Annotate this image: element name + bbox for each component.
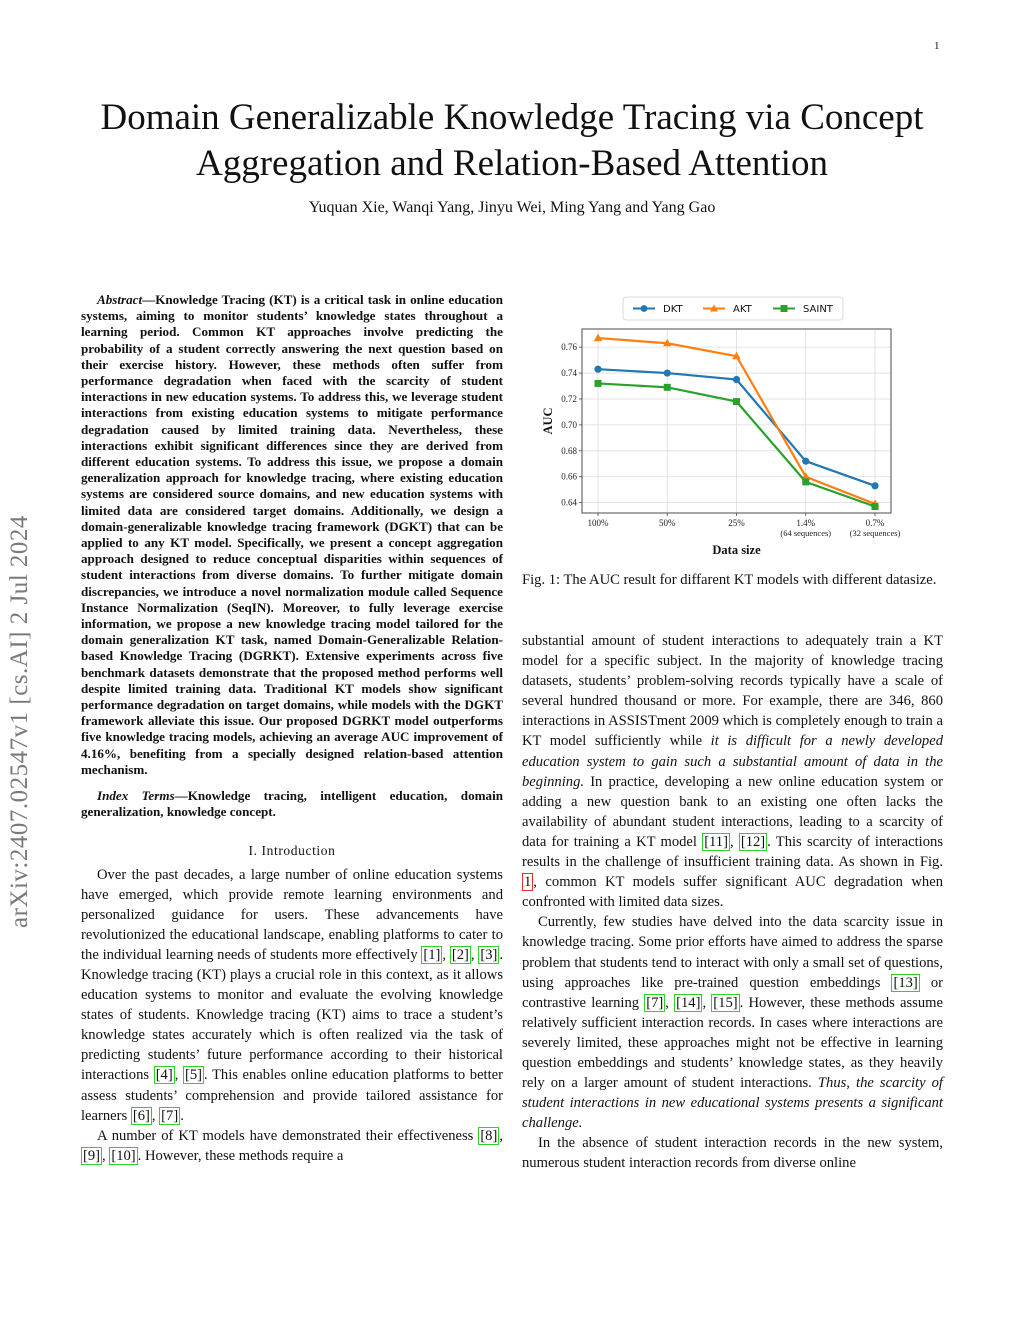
citation-link[interactable]: [15] <box>713 994 738 1011</box>
y-axis-label: AUC <box>541 407 555 435</box>
text-run: Over the past decades, a large number of online education systems have emerged, which provide remote learning environments and personalized guidance for users. These advancements have revolutionized the educational landscape, enabling platforms to cater to the individual learning needs of students more effectively <box>81 866 503 963</box>
text-run: A number of KT models have demonstrated their effectiveness <box>97 1127 479 1144</box>
citation-link[interactable]: [14] <box>676 994 701 1011</box>
text-run: or contrastive learning <box>522 974 943 1011</box>
intro-paragraph-2: A number of KT models have demonstrated their effectiveness [8] , [9] , [10] . However, these methods require a <box>83 1127 503 1164</box>
right-body <box>522 631 943 1174</box>
right-paragraph-1: substantial amount of student interactions to adequately train a KT model for a specific subject. In the majority of knowledge tracing datasets, students’ problem-solving records typically have a scale of several hundred thousand or more. For example, there are 346, 860 interactions in ASSISTment 2009 which is completely enough to train a KT model sufficiently while it is difficult for a newly developed education system to gain such a substantial amount of data in the beginning. In practice, developing a new online education system or adding a new question bank to an existing one often lacks the availability of abundant student interactions, leading to a scarcity of data for training a KT model [11] , [12] . This scarcity of interactions results in the challenge of insufficient training data. As shown in Fig. 1 , common KT models suffer significant AUC degradation when confronted with limited data sizes. <box>522 633 943 911</box>
text-run: , common KT models suffer significant AUC degradation when confronted with limited data sizes. <box>522 874 943 911</box>
citation-link[interactable]: [1] <box>423 946 441 963</box>
figure-link[interactable]: 1 <box>524 874 532 891</box>
index-terms-lead: Index Terms <box>97 788 175 804</box>
citation-link[interactable]: [13] <box>893 974 918 991</box>
text-run: . However, these methods require a <box>137 1147 344 1164</box>
intro-paragraph-1: Over the past decades, a large number of online education systems have emerged, which provide remote learning environments and personalized guidance for users. These advancements have revolutionized the educational landscape, enabling platforms to cater to the individual learning needs of students more effectively [1] , [2] , [3] . Knowledge tracing (KT) plays a crucial role in this context, as it allows education systems to monitor and evaluate the evolving knowledge states of students. Knowledge tracing (KT) aims to trace a student’s knowledge states accurately which is often realized via the task of predicting students’ future performance according to their historical interactions [4] , [5] . This enables online education platforms to better assess students’ comprehension and provide tailored assistance for learners [6] , [7] . <box>81 866 504 1124</box>
citation-link[interactable]: [7] <box>646 994 664 1011</box>
citation-link[interactable]: [11] <box>704 833 728 850</box>
italic-run: it is difficult for a newly developed education system to gain such a substantial amount of data in the beginning. <box>522 733 943 790</box>
text-run: Currently, few studies have delved into the data scarcity issue in knowledge tracing. Some prior efforts have aimed to address the sparse problem that students tend to interact with only a small set of questions, using approaches like pre-trained question embeddings <box>522 914 943 991</box>
data-point-dkt <box>594 366 601 373</box>
text-run: In practice, developing a new online education system or adding a new question bank to an existing one often lacks the availability of abundant student interactions, leading to a scarcity of data for training a KT model <box>522 773 943 850</box>
x-tick-sublabel: (64 sequences) <box>780 528 832 538</box>
citation-link[interactable]: [3] <box>480 946 498 963</box>
legend-marker-dkt <box>641 305 648 312</box>
data-point-saint <box>595 380 602 387</box>
x-axis-label: Data size <box>712 543 761 557</box>
figure-1 <box>522 292 943 560</box>
paper-title: Domain Generalizable Knowledge Tracing via Concept Aggregation and Relation-Based Attention <box>100 97 924 184</box>
citation-link[interactable]: [2] <box>451 946 469 963</box>
x-tick-label: 50% <box>659 518 676 528</box>
legend-marker-saint <box>781 305 788 312</box>
right-column <box>522 292 943 1174</box>
y-tick-label: 0.74 <box>561 368 577 379</box>
citation-link[interactable]: [5] <box>184 1067 202 1084</box>
index-terms-text: —Knowledge tracing, intelligent education, domain generalization, knowledge concept. <box>81 788 503 820</box>
data-point-dkt <box>733 376 740 383</box>
page-number: 1 <box>934 40 940 52</box>
italic-run: Thus, the scarcity of student interactions in new educational systems presents a significant challenge. <box>522 1075 943 1132</box>
citation-link[interactable]: [12] <box>740 833 766 850</box>
y-tick-label: 0.76 <box>561 342 577 353</box>
legend-label-akt: AKT <box>733 304 752 315</box>
legend-label-dkt: DKT <box>663 304 683 315</box>
text-run: . This scarcity of interactions results in the challenge of insufficient training data. As shown in Fig. <box>522 833 943 871</box>
x-tick-label: 25% <box>728 518 745 528</box>
citation-link[interactable]: [7] <box>161 1107 179 1124</box>
y-tick-label: 0.64 <box>561 497 577 508</box>
y-tick-label: 0.66 <box>561 471 577 482</box>
data-point-dkt <box>664 369 671 376</box>
text-run: . Knowledge tracing (KT) plays a crucial role in this context, as it allows education systems to monitor and evaluate the evolving knowledge states of students. Knowledge tracing (KT) aims to trace a student’s knowledge states accurately which is often realized via the task of predicting students’ future performance according to their historical interactions <box>81 946 504 1084</box>
right-paragraph-3: In the absence of student interaction records in the new system, numerous student interaction records from diverse online <box>522 1135 943 1172</box>
data-point-dkt <box>871 482 878 489</box>
text-run: . This enables online education platforms to better assess students’ comprehension and provide tailored assistance for learners <box>81 1067 503 1124</box>
y-tick-label: 0.70 <box>561 419 577 430</box>
arxiv-stamp: arXiv:2407.02547v1 [cs.AI] 2 Jul 2024 <box>6 515 33 928</box>
author-list: Yuquan Xie, Wanqi Yang, Jinyu Wei, Ming Yang and Yang Gao <box>308 199 716 216</box>
x-tick-label: 100% <box>587 518 609 528</box>
citation-link[interactable]: [8] <box>480 1127 498 1144</box>
citation-link[interactable]: [6] <box>132 1107 150 1124</box>
y-tick-label: 0.68 <box>561 445 577 456</box>
citation-link[interactable]: [4] <box>155 1067 173 1084</box>
x-tick-label: 0.7% <box>865 518 885 528</box>
x-tick-label: 1.4% <box>796 518 816 528</box>
section-heading: I. Introduction <box>248 842 336 858</box>
legend-label-saint: SAINT <box>803 304 833 315</box>
abstract-lead: Abstract <box>97 292 143 307</box>
text-run: . However, these methods assume relatively sufficient interaction records. In cases where interactions are severely limited, these approaches might not be effective in learning question embeddings and students’ knowledge states, as they heavily rely on a larger amount of student interactions. <box>522 994 943 1092</box>
y-tick-label: 0.72 <box>561 393 577 404</box>
data-point-saint <box>664 384 671 391</box>
auc-line-chart <box>522 292 943 560</box>
citation-link[interactable]: [10] <box>111 1147 136 1164</box>
data-point-saint <box>733 398 740 405</box>
data-point-saint <box>872 503 879 510</box>
data-point-saint <box>802 478 809 485</box>
left-column <box>81 292 503 1166</box>
citation-link[interactable]: [9] <box>83 1147 101 1164</box>
x-tick-sublabel: (32 sequences) <box>849 528 901 538</box>
right-paragraph-2: Currently, few studies have delved into the data scarcity issue in knowledge tracing. Some prior efforts have aimed to address the sparse problem that students tend to interact with only a small set of questions, using approaches like pre-trained question embeddings [13] or contrastive learning [7] , [14] , [15] . However, these methods assume relatively sufficient interaction records. In cases where interactions are severely limited, these approaches might not be effective in learning question embeddings and students’ knowledge states, as they heavily rely on a larger amount of student interactions. Thus, the scarcity of student interactions in new educational systems presents a significant challenge. <box>522 914 943 1132</box>
figure-caption: Fig. 1: The AUC result for diffarent KT models with different datasize. <box>522 572 937 588</box>
abstract-text: —Knowledge Tracing (KT) is a critical task in online education systems, aiming to monitor students’ knowledge states throughout a learning period. Common KT approaches involve predicting the probability of a student correctly answering the next question based on their exercise history. However, these methods often suffer from performance degradation when faced with the scarcity of student interactions in new education systems. To address this, we leverage student interactions from existing education systems to mitigate performance degradation caused by limited training data. Nevertheless, these interactions exhibit significant differences since they are derived from different education systems. To address this issue, we propose a domain generalization approach for knowledge tracing, where existing education systems are considered source domains, and new education systems with limited data are considered target domains. Additionally, we design a domain-generalizable knowledge tracing framework (DGKT) that can be applied to any KT model. Specifically, we present a concept aggregation approach designed to reduce conceptual disparities within sequences of student interactions from diverse domains. To further mitigate domain discrepancies, we introduce a novel normalization module called Sequence Instance Normalization (SeqIN). Moreover, to fully leverage exercise information, we propose a new knowledge tracing model tailored for the domain generalization KT task, named Domain-Generalizable Relation-based Knowledge Tracing (DGRKT). Extensive experiments across five benchmark datasets demonstrate that the proposed method performs well despite limited training data. Traditional KT models show significant performance degradation on target domains, while models with the DGKT framework alleviate this issue. Our proposed DGRKT model outperforms five knowledge tracing models, achieving an average AUC improvement of 4.16%, benefiting from a specially designed relation-based attention mechanism. <box>81 292 503 777</box>
text-run: substantial amount of student interactions to adequately train a KT model for a specific subject. In the majority of knowledge tracing datasets, students’ problem-solving records typically have a scale of several hundred thousand or more. For example, there are 346, 860 interactions in ASSISTment 2009 which is completely enough to train a KT model sufficiently while <box>522 633 943 750</box>
abstract <box>81 292 503 778</box>
index-terms <box>81 788 503 820</box>
data-point-dkt <box>802 458 809 465</box>
